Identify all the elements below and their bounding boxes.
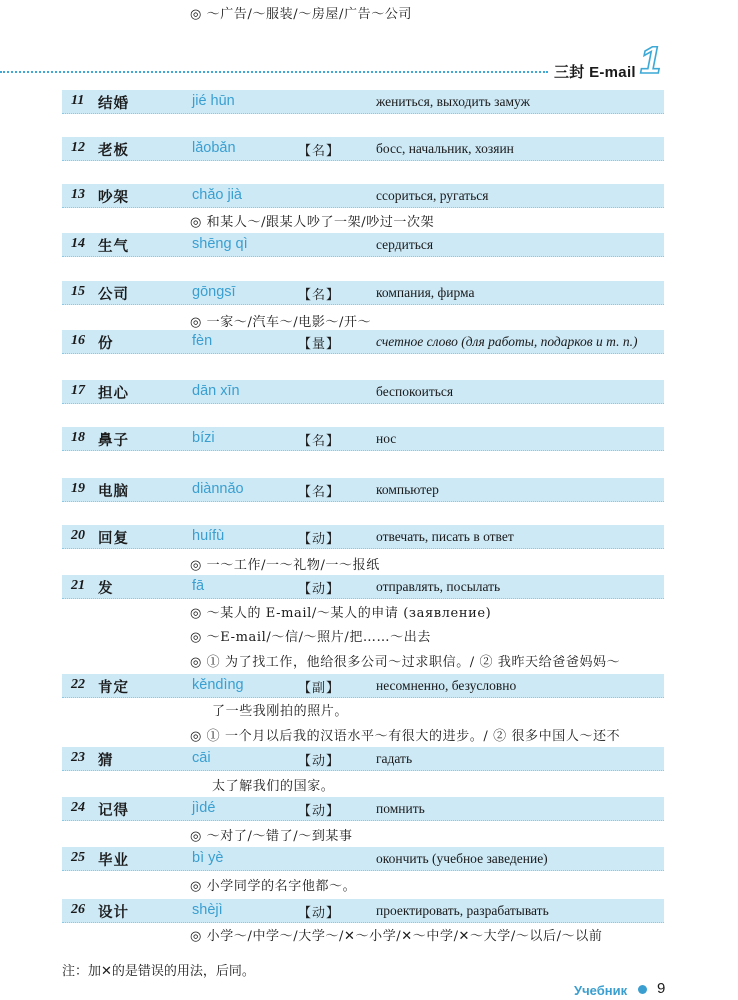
entry-number: 23 [71,750,85,765]
entry-meaning: компания, фирма [376,285,475,300]
entry-pinyin: huífù [192,528,225,544]
example-text: ◎ ～某人的 E-mail/～某人的申请 (заявление) [190,606,492,621]
example-line [62,551,664,575]
example-text: ◎ 小学～/中学～/大学～/✕～小学/✕～中学/✕～大学/～以后/～以前 [190,929,603,944]
entry-number: 15 [71,284,85,299]
entry-number: 18 [71,430,85,445]
entry-number: 19 [71,481,85,496]
entry-word: 回复 [98,530,129,547]
entry-pinyin: lǎobǎn [192,140,236,156]
page-header-title: 三封 E-mail [554,64,636,81]
vocab-entry-row [62,478,664,502]
entry-meaning: окончить (учебное заведение) [376,851,548,866]
footer-dot-icon [638,985,647,994]
vocab-entry-row [62,380,664,404]
vocab-entry-row [62,575,664,599]
entry-number: 16 [71,333,85,348]
example-line [62,822,664,846]
entry-pinyin: fèn [192,333,213,349]
entry-part-of-speech: 【动】 [298,804,341,819]
example-line [62,308,664,332]
example-text: ◎ 一家～/汽车～/电影～/开～ [190,315,372,330]
vocab-entry-row [62,674,664,698]
vocab-entry-row [62,525,664,549]
entry-number: 24 [71,800,85,815]
entry-word: 担心 [98,385,129,402]
entry-number: 26 [71,902,85,917]
entry-word: 肯定 [98,679,129,696]
entry-pinyin: jié hūn [192,93,235,109]
example-text: ◎ ～对了/～错了/～到某事 [190,829,353,844]
entry-pinyin: bì yè [192,850,224,866]
entry-meaning: сердиться [376,237,434,252]
entry-meaning: счетное слово (для работы, подарков и т. п.) [376,334,638,349]
entry-part-of-speech: 【量】 [298,337,341,352]
entry-meaning: босс, начальник, хозяин [376,141,514,156]
vocab-entry-row [62,90,664,114]
entry-number: 11 [71,93,85,108]
entry-number: 21 [71,578,85,593]
entry-word: 吵架 [98,189,129,206]
entry-word: 发 [98,580,114,597]
entry-meaning: несомненно, безусловно [376,678,517,693]
entry-pinyin: gōngsī [192,284,236,300]
entry-meaning: гадать [376,751,413,766]
entry-meaning: проектировать, разрабатывать [376,903,549,918]
example-line [62,872,664,896]
entry-word: 猜 [98,752,114,769]
entry-number: 12 [71,140,85,155]
entry-pinyin: kěndìng [192,677,244,693]
vocab-entry-row [62,427,664,451]
vocab-entry-row [62,184,664,208]
entry-meaning: отправлять, посылать [376,579,501,594]
entry-pinyin: chǎo jià [192,187,242,203]
example-line [62,772,664,796]
example-line [62,697,664,721]
entry-word: 记得 [98,802,129,819]
entry-word: 毕业 [98,852,129,869]
example-line [62,648,664,672]
entry-number: 20 [71,528,85,543]
example-line [62,599,664,623]
vocab-entry-row [62,747,664,771]
entry-word: 老板 [98,142,129,159]
vocab-entry-row [62,899,664,923]
example-text: ◎ 和某人～/跟某人吵了一架/吵过一次架 [190,215,435,230]
example-line [62,0,664,24]
example-text: ◎ ① 为了找工作，他给很多公司～过求职信。/ ② 我昨天给爸爸妈妈～ [190,655,621,670]
entry-word: 结婚 [98,95,129,112]
entry-word: 份 [98,335,114,352]
entry-pinyin: bízi [192,430,215,446]
example-text: 了一些我刚拍的照片。 [212,704,349,719]
entry-meaning: компьютер [376,482,439,497]
entry-pinyin: shēng qì [192,236,248,252]
entry-part-of-speech: 【动】 [298,582,341,597]
entry-number: 22 [71,677,85,692]
lesson-number: 1 [640,40,662,82]
vocab-entry-row [62,797,664,821]
entry-pinyin: diànnǎo [192,481,244,497]
entry-number: 25 [71,850,85,865]
vocab-entry-row [62,137,664,161]
entry-word: 设计 [98,904,129,921]
vocab-entry-row [62,281,664,305]
entry-part-of-speech: 【名】 [298,434,341,449]
entry-meaning: беспокоиться [376,384,454,399]
entry-pinyin: dān xīn [192,383,240,399]
page-number: 9 [657,980,666,997]
entry-number: 14 [71,236,85,251]
entry-pinyin: shèjì [192,902,223,918]
vocab-entry-row [62,233,664,257]
example-line [62,623,664,647]
example-line [62,208,664,232]
vocab-entry-row [62,330,664,354]
entry-meaning: ссориться, ругаться [376,188,489,203]
example-text: ◎ 一～工作/一～礼物/一～报纸 [190,558,380,573]
footnote: 注：加✕的是错误的用法，后同。 [62,964,255,979]
entry-word: 鼻子 [98,432,129,449]
entry-meaning: нос [376,431,397,446]
entry-part-of-speech: 【动】 [298,754,341,769]
entry-word: 生气 [98,238,129,255]
example-text: ◎ ～广告/～服装/～房屋/广告～公司 [190,7,413,22]
vocab-entry-row [62,847,664,871]
example-text: ◎ ① 一个月以后我的汉语水平～有很大的进步。/ ② 很多中国人～还不 [190,729,621,744]
example-line [62,922,664,946]
entry-word: 电脑 [98,483,129,500]
entry-meaning: помнить [376,801,425,816]
entry-number: 13 [71,187,85,202]
entry-number: 17 [71,383,85,398]
entry-part-of-speech: 【名】 [298,485,341,500]
entry-word: 公司 [98,286,129,303]
entry-pinyin: jìdé [192,800,216,816]
entry-pinyin: cāi [192,750,211,766]
example-text: ◎ 小学同学的名字他都～。 [190,879,357,894]
example-text: 太了解我们的国家。 [212,779,335,794]
example-line [62,722,664,746]
footer-label: Учебник [574,983,628,998]
entry-part-of-speech: 【副】 [298,681,341,696]
entry-part-of-speech: 【名】 [298,288,341,303]
entry-meaning: жениться, выходить замуж [376,94,530,109]
entry-part-of-speech: 【动】 [298,532,341,547]
entry-part-of-speech: 【名】 [298,144,341,159]
example-text: ◎ ～E-mail/～信/～照片/把……～出去 [190,630,431,645]
entry-part-of-speech: 【动】 [298,906,341,921]
entry-meaning: отвечать, писать в ответ [376,529,514,544]
entry-pinyin: fā [192,578,205,594]
